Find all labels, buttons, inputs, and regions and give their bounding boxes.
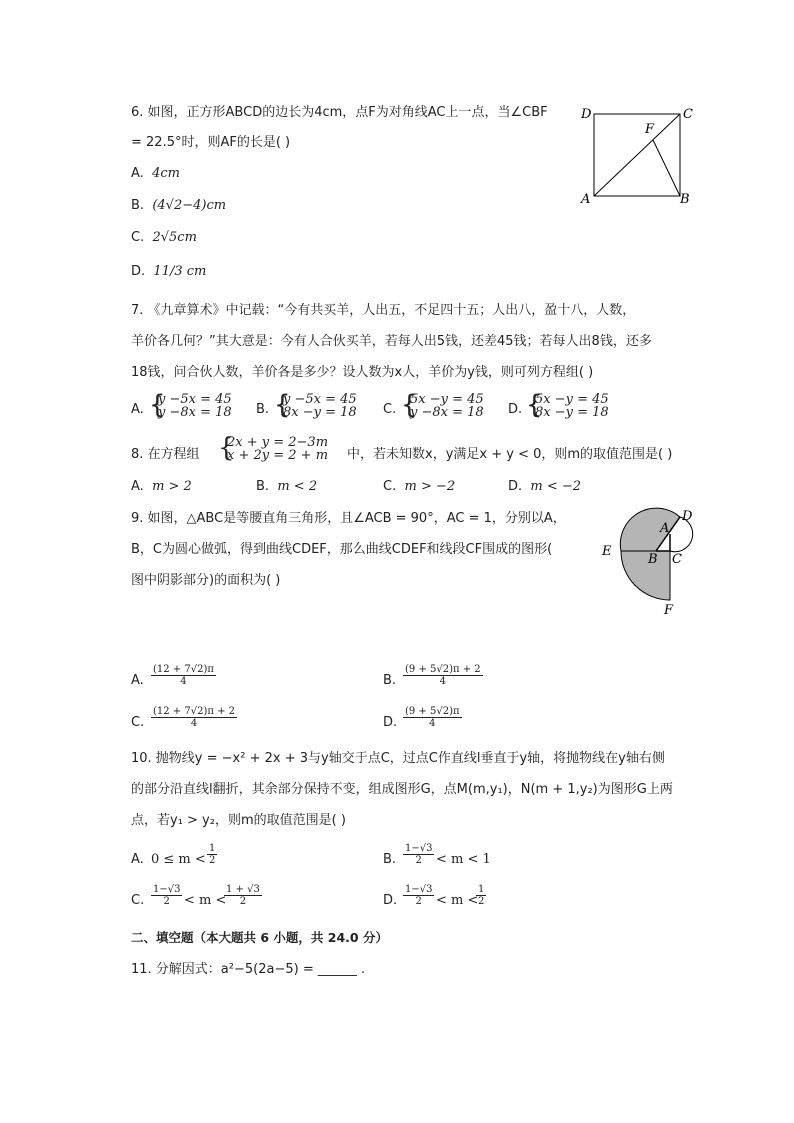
option-label: B. [383,852,397,867]
arc-ef-region [621,551,670,600]
label-d: D [581,107,592,122]
eq2: y −8x = 18 [158,405,232,420]
denominator: 2 [163,896,170,907]
brace-icon: { [526,390,543,420]
q8-eq1: 2x + y = 2−3m [227,435,329,450]
q6-line2: = 22.5°时，则AF的长是( ) [131,135,291,150]
numerator: 1−√3 [405,884,433,895]
option-label: B. [383,673,397,688]
label-c: C [672,552,682,567]
option-text: 11/3 cm [153,264,207,279]
denominator2: 2 [239,896,247,907]
eq1: 5x −y = 45 [410,392,484,407]
label-b: B [648,552,658,567]
denominator: 4 [180,676,187,687]
q9-line3: 图中阴影部分)的面积为( ) [131,573,281,588]
q8-option-a [131,479,192,494]
q9-line1: 9. 如图，△ABC是等腰直角三角形，且∠ACB = 90°，AC = 1，分别以A， [131,511,566,526]
option-label: A. [131,673,144,688]
eq1: 5x −y = 45 [535,392,609,407]
q8-option-c [383,479,455,494]
option-label: C. [383,479,397,494]
option-text: 4cm [152,166,180,181]
option-label: C. [131,893,145,908]
label-c: C [683,107,693,122]
option-label: A. [131,166,144,181]
option-text: (4√2−4)cm [152,198,227,213]
q7-line2: 羊价各几何？”其大意是：今有人合伙买羊，若每人出5钱，还差45钱；若每人出8钱，还多 [131,334,652,349]
denominator: 4 [429,718,436,729]
q6-option-b [131,198,226,213]
denominator: 4 [190,718,198,729]
option-text: m < −2 [530,479,582,494]
option-label: A. [131,479,144,494]
eq1: y −5x = 45 [158,392,232,407]
option-pre: 0 ≤ m < [151,852,206,867]
option-text: m > 2 [152,479,192,494]
q11 [131,958,365,977]
q6-square-figure [575,100,700,210]
option-label: B. [256,402,270,417]
q9-line2: B，C为圆心做弧，得到曲线CDEF，那么曲线CDEF和线段CF围成的图形( [131,542,553,557]
q11-text: 11. 分解因式：a²−5(2a−5) = [131,962,318,977]
label-b: B [680,192,690,207]
option-post: < m < [436,893,479,908]
diagonal-ac [594,114,680,196]
numerator: 1−√3 [153,884,181,895]
option-label: C. [131,230,145,245]
label-f: F [645,122,655,137]
label-a: A [660,521,670,536]
option-text: 2√5cm [152,230,197,245]
q11-end: . [361,962,366,977]
q10-line1: 10. 抛物线y = −x² + 2x + 3与y轴交于点C，过点C作直线l垂直于y轴，将抛物线在y轴右侧 [131,751,665,766]
q7-line1: 7. 《九章算术》中记载：“今有共买羊，人出五，不足四十五；人出八，盈十八，人数， [131,303,636,318]
eq1: y −5x = 45 [283,392,357,407]
q6-option-d [131,264,206,279]
denominator: 4 [439,676,447,687]
option-post: < m < 1 [436,852,491,867]
label-d: D [682,509,693,524]
q6-option-c [131,230,197,245]
option-label: B. [131,198,145,213]
numerator: (9 + 5√2)π + 2 [405,664,481,675]
numerator: 1−√3 [405,843,433,854]
brace-icon: { [274,390,291,420]
segment-bf [653,140,680,196]
q8-eq2: x + 2y = 2 + m [227,448,329,463]
label-e: E [602,544,612,559]
numerator: (9 + 5√2)π [405,706,460,717]
numerator2: 1 + √3 [226,884,260,895]
q8-stem [131,434,691,466]
denominator2: 2 [478,896,485,907]
q9-shaded-figure [596,506,706,621]
option-label: B. [256,479,270,494]
option-label: D. [508,479,523,494]
q10-line3: 点，若y₁ > y₂，则m的取值范围是( ) [131,813,346,828]
option-text: m < 2 [277,479,318,494]
q6-option-a [131,166,180,181]
option-label: D. [508,402,523,417]
numerator: (12 + 7√2)π [153,664,214,675]
q8-prefix: 8. 在方程组 [131,447,200,462]
option-text: m > −2 [404,479,456,494]
option-post: < m < [184,893,227,908]
label-f: F [664,603,674,618]
q8-option-b [256,479,317,494]
denominator: 2 [415,896,422,907]
q6-line1: 6. 如图，正方形ABCD的边长为4cm，点F为对角线AC上一点，当∠CBF [131,105,548,120]
denominator: 2 [209,855,216,866]
option-label: D. [383,715,398,730]
numerator2: 1 [478,884,485,895]
brace-icon: { [218,433,235,463]
q8-option-d [508,479,581,494]
option-label: C. [383,402,397,417]
eq2: y −8x = 18 [410,405,484,420]
q11-blank[interactable]: ______ [317,962,357,977]
eq2: 8x −y = 18 [283,405,357,420]
option-label: A. [131,402,144,417]
option-label: A. [131,852,144,867]
q8-suffix: 中，若未知数x，y满足x + y < 0，则m的取值范围是( ) [347,447,673,462]
eq2: 8x −y = 18 [535,405,609,420]
option-label: C. [131,715,145,730]
brace-icon: { [149,390,166,420]
denominator: 2 [415,855,422,866]
q10-line2: 的部分沿直线l翻折，其余部分保持不变，组成图形G，点M(m,y₁)，N(m + 1,y₂)为图形G上两 [131,782,673,797]
option-label: D. [131,264,146,279]
label-a: A [581,192,591,207]
q7-line3: 18钱，问合伙人数，羊价各是多少？设人数为x人，羊价为y钱，则可列方程组( ) [131,365,594,380]
brace-icon: { [401,390,418,420]
section-heading: 二、填空题（本大题共 6 小题，共 24.0 分） [131,930,388,945]
numerator: (12 + 7√2)π + 2 [153,706,236,717]
option-label: D. [383,893,398,908]
numerator: 1 [209,843,216,854]
